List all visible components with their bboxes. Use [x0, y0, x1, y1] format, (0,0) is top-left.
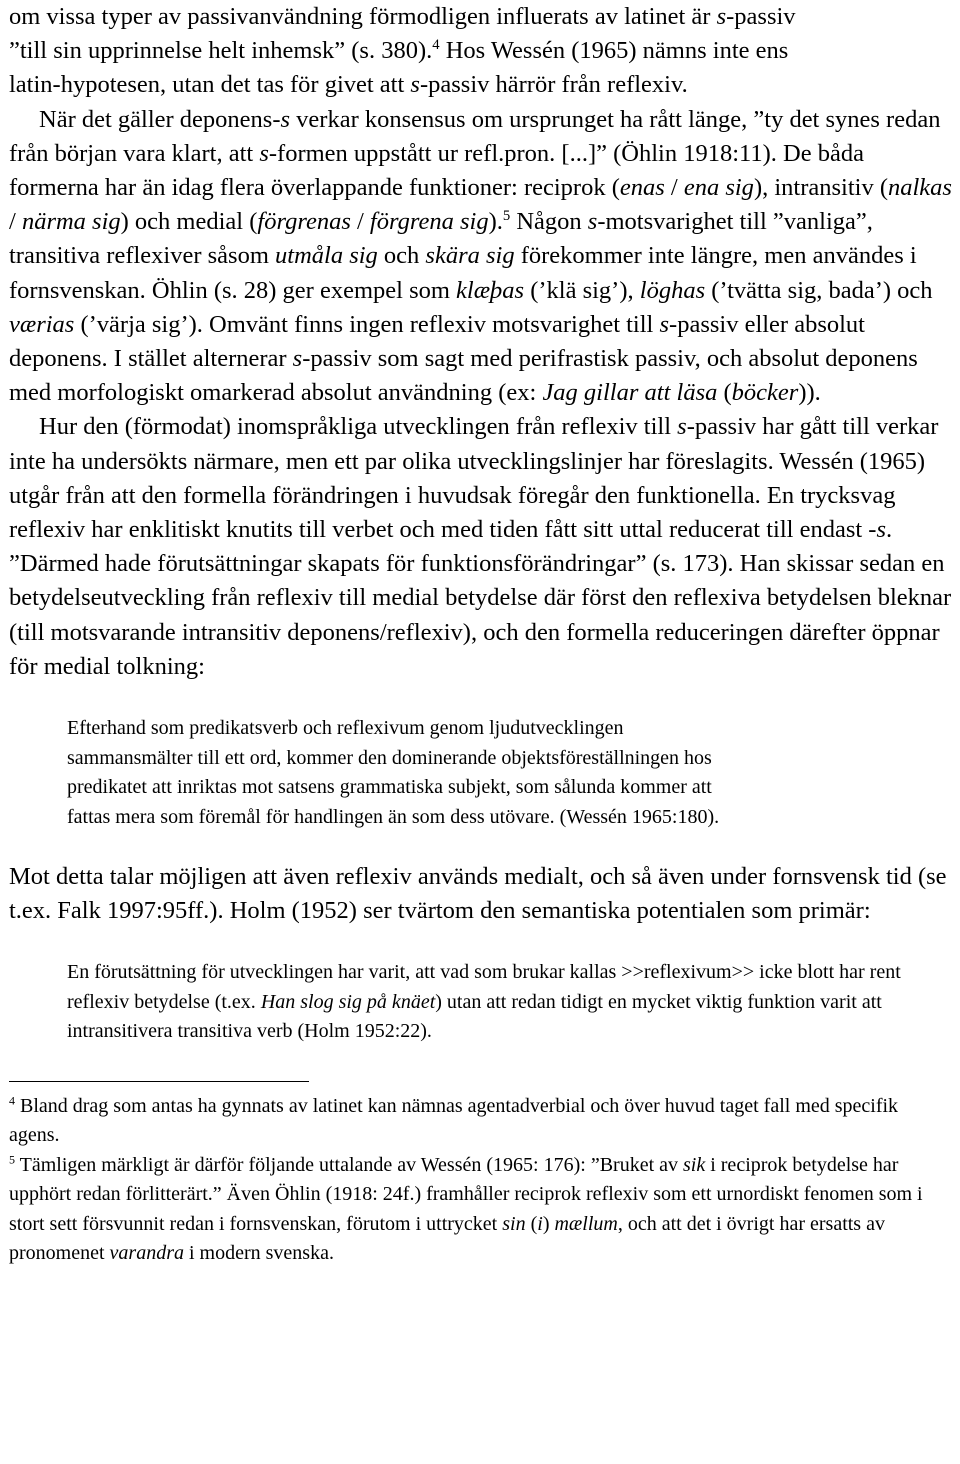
block-quote-2 [67, 958, 903, 1047]
text-run: i reciprok betydelse har upphört redan förlitterärt.” Även Öhlin (1918: 24f.) framhåller reciprok reflexiv som ett urnordiskt fenomen som i stort sett försvunnit redan i fornsvenskan, förutom i uttrycket [9, 1153, 923, 1235]
italic-term: Jag gillar att läsa [542, 379, 718, 407]
italic-term: böcker [731, 379, 799, 407]
text-run: i modern svenska. [183, 1242, 334, 1265]
italic-term: varandra [109, 1242, 184, 1265]
text-run: / [350, 208, 370, 236]
text-run: )). [798, 379, 821, 407]
italic-term: s [280, 105, 291, 133]
italic-term: Han slog sig på knäet [260, 990, 436, 1013]
italic-term: mællum [554, 1212, 618, 1235]
italic-term: s [876, 516, 887, 544]
text-run: Tämligen märkligt är därför följande uttalande av Wessén (1965: 176): ”Bruket av [19, 1153, 683, 1176]
text-run: , och att det i övrigt har ersatts av pronomenet [9, 1212, 885, 1265]
text-run: (’värja sig’). Omvänt finns ingen reflexiv motsvarighet till [74, 310, 660, 338]
text-run: verkar konsensus om ursprunget ha rått länge, ”ty det synes redan från början vara klart, att [9, 105, 941, 167]
text-run: ). [488, 208, 503, 236]
text-run: (’tvätta sig, bada’) och [705, 276, 933, 304]
text-run: ) och medial ( [120, 208, 258, 236]
paragraph-4: Mot detta talar möjligen att även reflexiv används medialt, och så även under fornsvensk tid (se t.ex. Falk 1997:95ff.). Holm (1952) ser tvärtom den semantiska potentialen som primär: [9, 863, 947, 925]
text-run: ) utan att redan tidigt en mycket viktig funktion varit att intransitivera transitiva verb (Holm 1952:22). [67, 990, 882, 1043]
quote1-line: predikatet att inriktas mot satsens grammatiska subjekt, som sålunda kommer att [67, 776, 712, 799]
quote1-line: sammansmälter till ett ord, kommer den dominerande objektsföreställningen hos [67, 746, 712, 769]
text-run: (’klä sig’), [524, 276, 640, 304]
footnotes [9, 1092, 953, 1269]
paragraph-1 [9, 0, 953, 103]
footnote-ref-4[interactable]: 4 [432, 37, 440, 54]
para1-line-3: latin-hypotesen, utan det tas för givet att s-passiv härrör från reflexiv. [9, 71, 688, 99]
italic-term: utmåla sig [275, 242, 378, 270]
quote1-line: Efterhand som predikatsverb och reflexivum genom ljudutvecklingen [67, 717, 624, 740]
italic-term: sik [683, 1153, 706, 1176]
text-run: En förutsättning för utvecklingen har varit, att vad som brukar kallas >>reflexivum>> icke blott har rent reflexiv betydelse (t.ex. [67, 961, 901, 1013]
footnote-5 [9, 1151, 953, 1269]
text-run: ( [525, 1212, 538, 1235]
text-run: Hur den (förmodat) inomspråkliga utvecklingen från reflexiv till [39, 413, 678, 441]
para1-line-2: ”till sin upprinnelse helt inhemsk” (s. 380).$^4$ Hos Wessén (1965) nämns inte ens [9, 37, 789, 65]
text-run: förekommer inte längre, men användes i fornsvenskan. Öhlin (s. 28) ger exempel som [9, 242, 917, 304]
footnote-separator [9, 1081, 309, 1082]
footnote-text [9, 1154, 923, 1265]
block-quote-1 [67, 714, 903, 832]
text-run: -passiv har gått till verkar inte ha undersökts närmare, men ett par olika utvecklingslinjer har föreslagits. Wessén (1965) utgår från att den formella förändringen i huvudsak föregår den funktionella. En trycksvag reflexiv har enklitiskt knutits till verbet och med tiden fått sitt uttal reducerat till endast - [9, 413, 939, 544]
italic-term: sin [502, 1212, 526, 1235]
italic-term: s [677, 413, 687, 441]
italic-term: närma sig [21, 208, 121, 236]
text-run: / [664, 174, 684, 202]
italic-term: nalkas [887, 174, 952, 202]
italic-term: förgrenas [257, 208, 351, 236]
footnote-number: 5 [9, 1152, 15, 1167]
text-run: . ”Därmed hade förutsättningar skapats för funktionsförändringar” (s. 173). Han skissar sedan en betydelseutveckling från reflexiv till medial betydelse där först den reflexiva betydelsen bleknar (till motsvarande intransitiv deponens/reflexiv), och den formella reduceringen därefter öppnar för medial tolkning: [9, 516, 952, 680]
italic-term: værias [9, 310, 75, 338]
para1-line-1: om vissa typer av passivanvändning förmodligen influerats av latinet är s-passiv [9, 3, 796, 30]
paragraph-3 [9, 410, 953, 684]
text-run: / [9, 208, 22, 236]
italic-term: enas [619, 174, 665, 202]
text-run: ) [542, 1212, 555, 1235]
text-run: När det gäller deponens- [39, 105, 281, 133]
footnote-text [9, 1095, 898, 1147]
text-run: -passiv som sagt med perifrastisk passiv, och absolut deponens med morfologiskt omarkerad absolut användning (ex: [9, 345, 918, 407]
text-run: Bland drag som antas ha gynnats av latinet kan nämnas agentadverbial och över huvud taget fall med specifik agens. [9, 1094, 899, 1147]
text-run: -motsvarighet till ”vanliga”, transitiva reflexiver såsom [9, 208, 873, 270]
text-run: -formen uppstått ur refl.pron. [...]” (Öhlin 1918:11). De båda formerna har än idag flera överlappande funktioner: reciprok ( [9, 139, 864, 202]
italic-term: s [292, 345, 303, 373]
italic-term: klæþas [456, 276, 525, 304]
text-run: och [377, 242, 426, 270]
paragraph-2 [9, 103, 953, 411]
text-run: Någon [510, 208, 588, 236]
document-page [9, 0, 953, 1269]
footnote-number: 4 [9, 1093, 15, 1108]
footnote-ref-5[interactable]: 5 [502, 208, 511, 225]
footnote-4 [9, 1092, 953, 1151]
italic-term: s [259, 139, 269, 167]
quote1-line: fattas mera som föremål för handlingen än som dess utövare. (Wessén 1965:180). [67, 805, 720, 828]
italic-term: förgrena sig [369, 208, 489, 236]
italic-term: löghas [639, 276, 706, 304]
italic-term: skära sig [425, 242, 515, 270]
italic-term: ena sig [683, 174, 754, 202]
text-run: ( [717, 379, 732, 407]
text-run: ), intransitiv ( [753, 174, 888, 202]
text-run: -passiv eller absolut deponens. I stället alternerar [9, 310, 865, 373]
italic-term: i [537, 1212, 543, 1235]
italic-term: s [587, 208, 598, 236]
italic-term: s [659, 310, 670, 338]
